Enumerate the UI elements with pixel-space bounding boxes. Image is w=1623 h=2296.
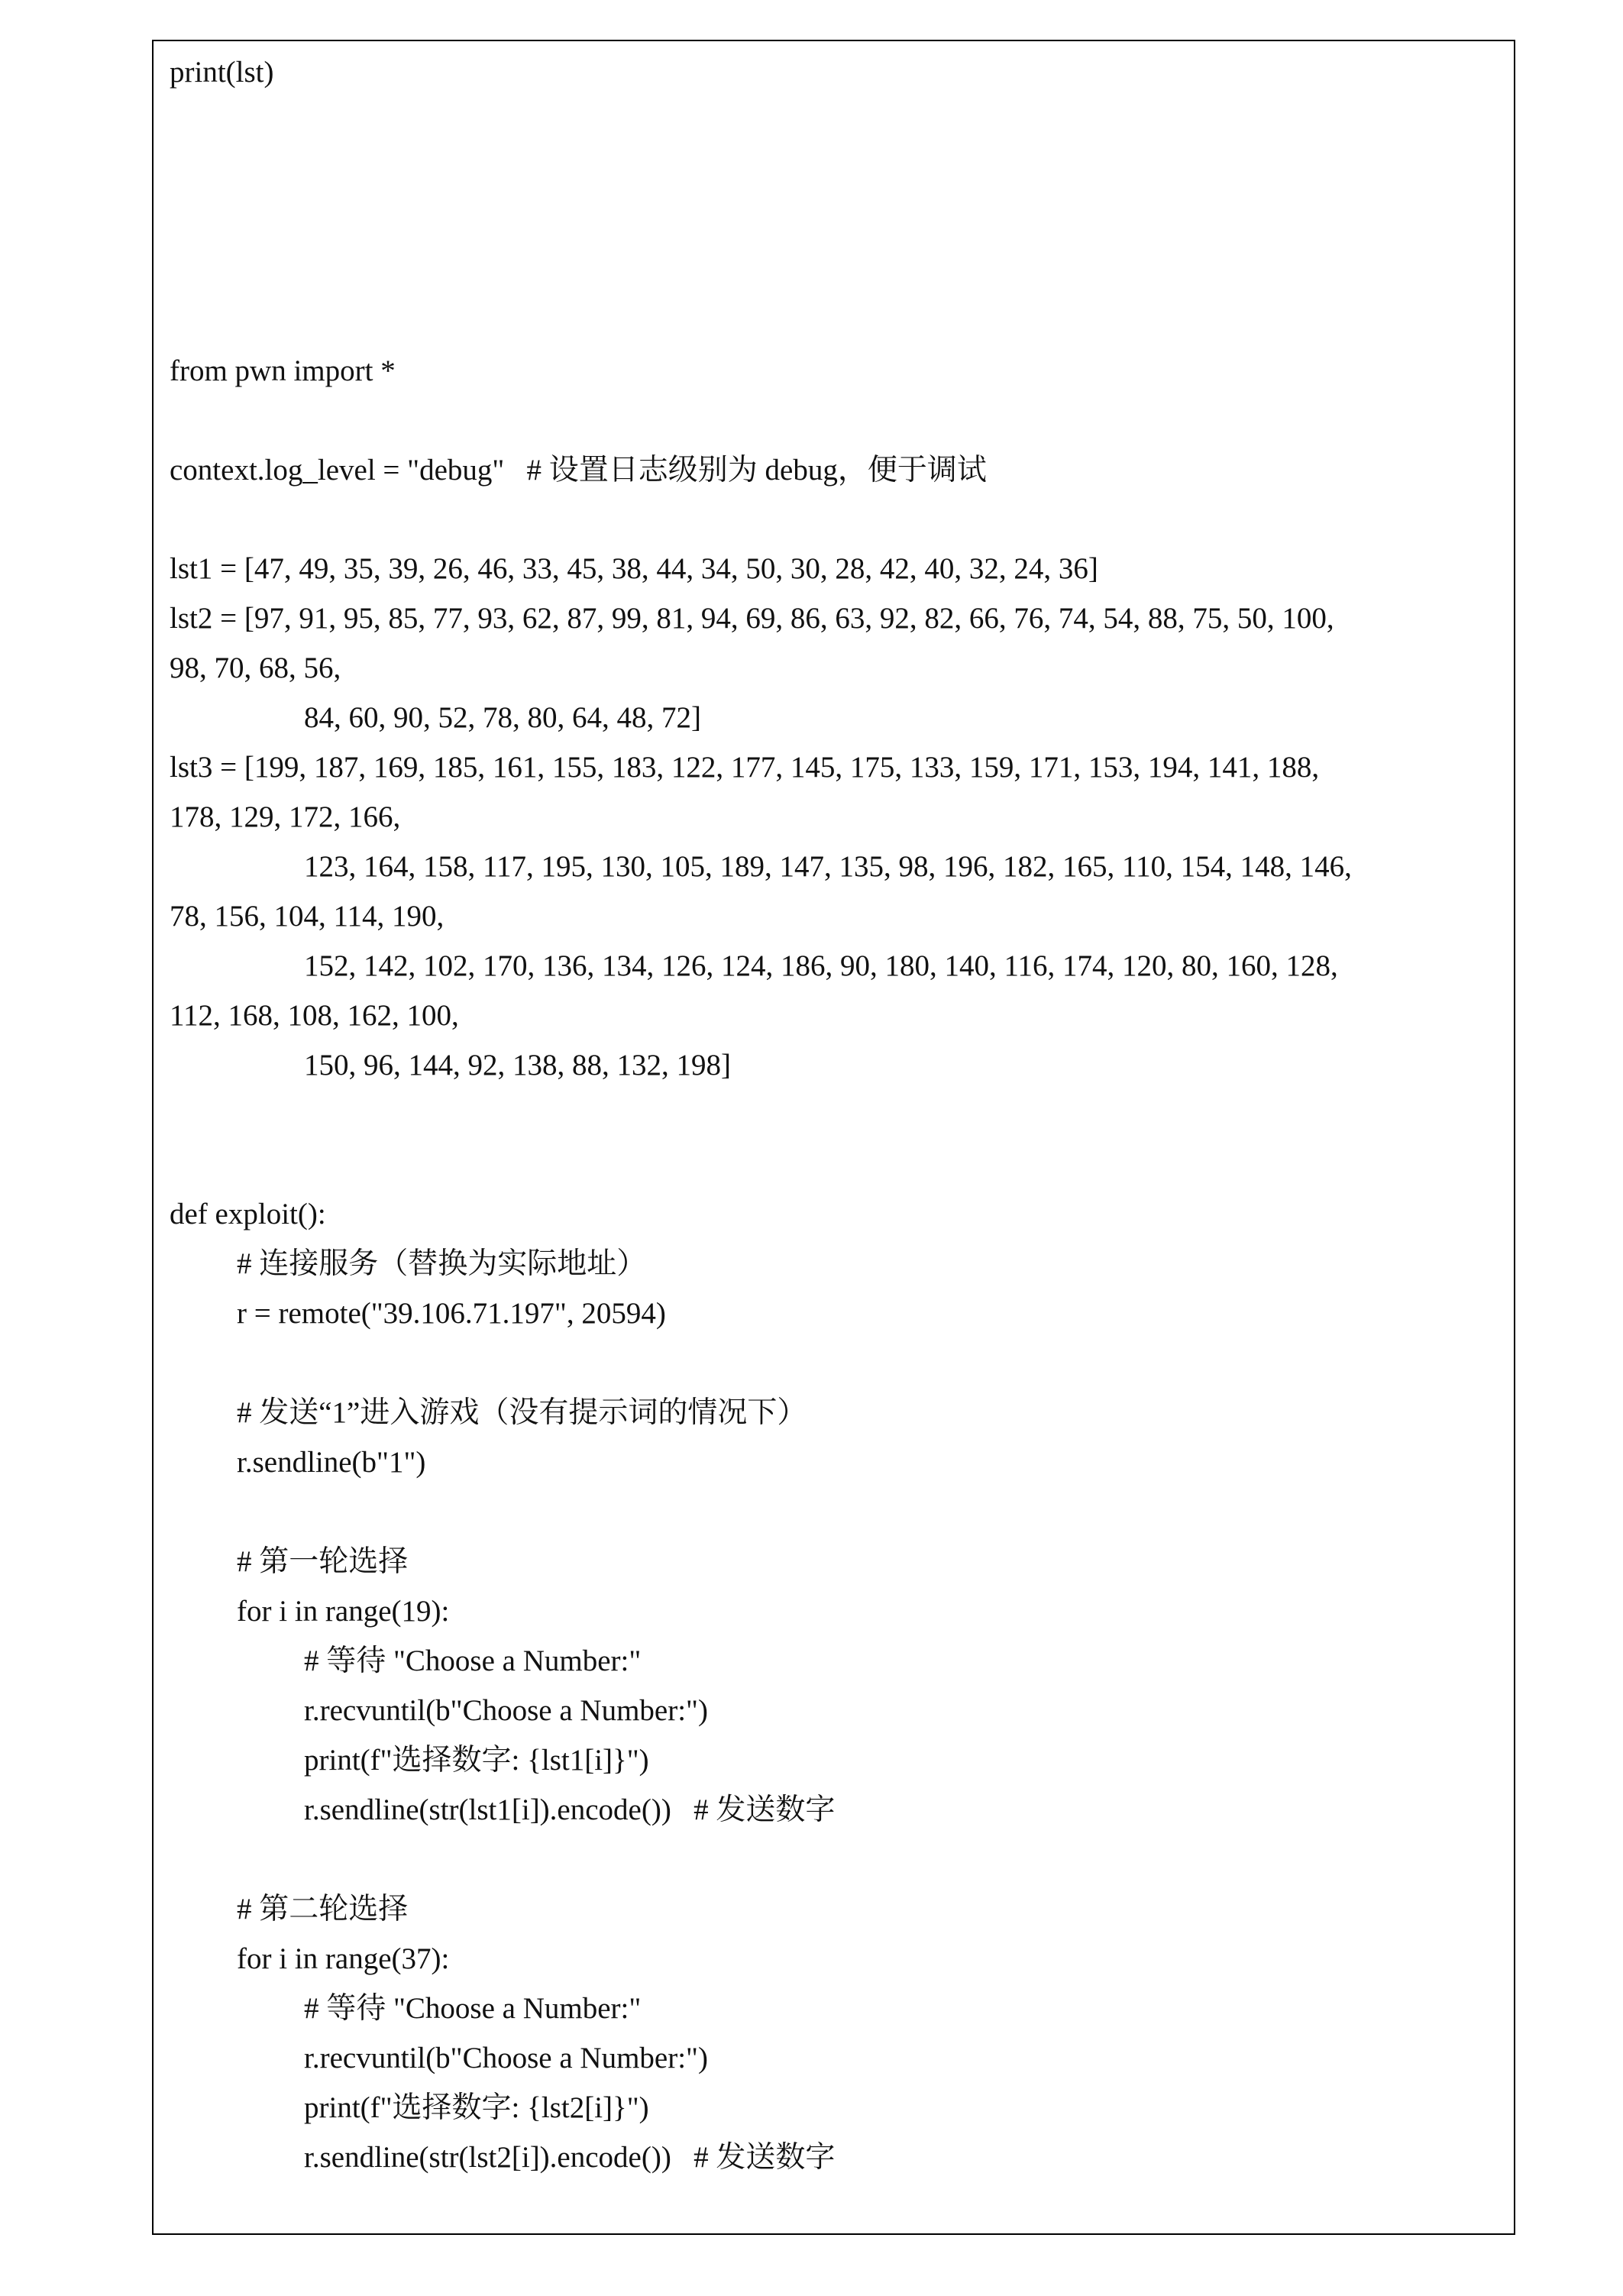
code-line: r.sendline(str(lst1[i]).encode()) # 发送数字 (304, 1793, 836, 1826)
code-line: 112, 168, 108, 162, 100, (170, 999, 459, 1032)
code-line: lst1 = [47, 49, 35, 39, 26, 46, 33, 45, 38, 44, 34, 50, 30, 28, 42, 40, 32, 24, 36] (170, 552, 1098, 585)
code-line: print(f"选择数字: {lst2[i]}") (304, 2091, 649, 2124)
code-line: lst3 = [199, 187, 169, 185, 161, 155, 183, 122, 177, 145, 175, 133, 159, 171, 153, 194, 141, 188, (170, 751, 1320, 784)
code-line: r.sendline(b"1") (237, 1446, 426, 1479)
code-line: for i in range(37): (237, 1942, 450, 1975)
code-line: print(f"选择数字: {lst1[i]}") (304, 1744, 649, 1777)
code-line: r.recvuntil(b"Choose a Number:") (304, 1694, 708, 1727)
code-line: 123, 164, 158, 117, 195, 130, 105, 189, 147, 135, 98, 196, 182, 165, 110, 154, 148, 146, (304, 850, 1352, 883)
code-line: 178, 129, 172, 166, (170, 800, 401, 833)
code-line: # 等待 "Choose a Number:" (304, 1992, 642, 2025)
code-line: 98, 70, 68, 56, (170, 652, 341, 684)
code-line: # 第一轮选择 (237, 1545, 409, 1578)
code-line: def exploit(): (170, 1198, 326, 1230)
code-line: lst2 = [97, 91, 95, 85, 77, 93, 62, 87, 99, 81, 94, 69, 86, 63, 92, 82, 66, 76, 74, 54, 88, 75, 50, 100, (170, 602, 1334, 635)
code-line: r.sendline(str(lst2[i]).encode()) # 发送数字 (304, 2141, 836, 2174)
code-line: 152, 142, 102, 170, 136, 134, 126, 124, 186, 90, 180, 140, 116, 174, 120, 80, 160, 128, (304, 949, 1338, 982)
code-line: for i in range(19): (237, 1595, 450, 1628)
code-line: # 第二轮选择 (237, 1893, 409, 1926)
code-line: # 等待 "Choose a Number:" (304, 1644, 642, 1677)
code-line: from pwn import * (170, 354, 396, 387)
code-line: # 发送“1”进入游戏（没有提示词的情况下） (237, 1396, 807, 1429)
code-line: r = remote("39.106.71.197", 20594) (237, 1297, 666, 1330)
code-line: r.recvuntil(b"Choose a Number:") (304, 2042, 708, 2074)
code-line: 78, 156, 104, 114, 190, (170, 900, 445, 933)
code-line: # 连接服务（替换为实际地址） (237, 1247, 647, 1280)
code-line: print(lst) (170, 56, 274, 89)
code-line: 84, 60, 90, 52, 78, 80, 64, 48, 72] (304, 701, 701, 734)
code-line: 150, 96, 144, 92, 138, 88, 132, 198] (304, 1049, 731, 1082)
code-line: context.log_level = "debug" # 设置日志级别为 debug，便于调试 (170, 454, 987, 487)
